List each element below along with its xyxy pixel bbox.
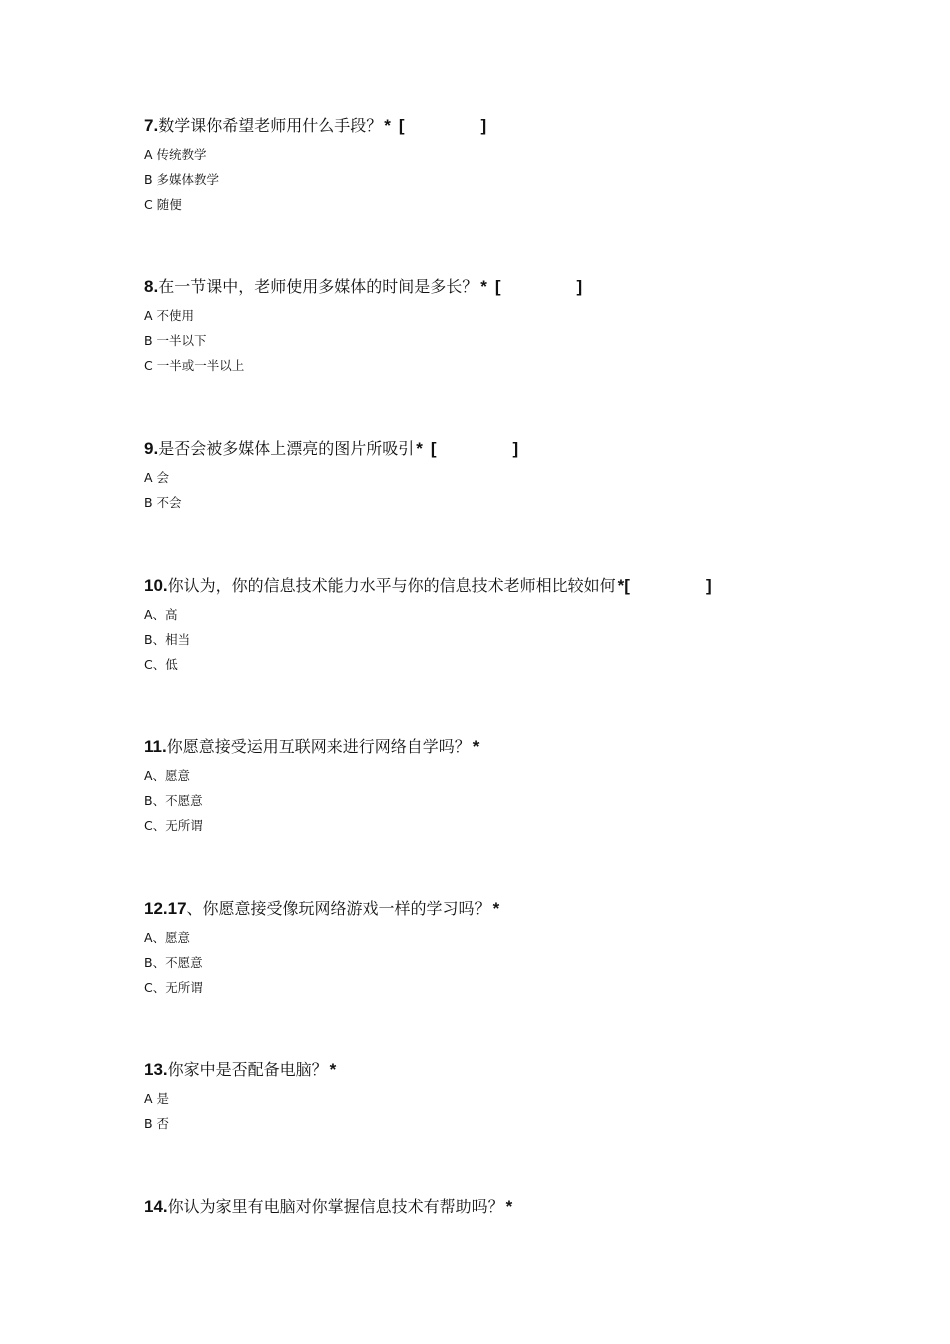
option-item: B 多媒体教学 [144, 172, 220, 187]
option-list [144, 465, 844, 515]
option-list [144, 303, 844, 378]
option-item: C、低 [144, 657, 178, 672]
question-7 [144, 114, 844, 217]
answer-bracket-close: ] [705, 576, 712, 595]
question-title [144, 1058, 844, 1082]
question-title [144, 437, 844, 461]
required-marker: * [492, 899, 500, 918]
required-marker: * [416, 439, 423, 458]
question-text: 你愿意接受运用互联网来进行网络自学吗？ [166, 737, 471, 756]
question-number: 11. [144, 737, 167, 756]
option-item: B、不愿意 [144, 793, 203, 808]
question-number: 10. [144, 576, 168, 595]
question-title [144, 275, 844, 299]
option-item: C、无所谓 [144, 980, 203, 995]
question-title [144, 735, 844, 759]
question-text: 是否会被多媒体上漂亮的图片所吸引 [158, 439, 415, 458]
answer-bracket-open: [ [624, 576, 630, 595]
question-12 [144, 897, 844, 1000]
option-item: B、相当 [144, 632, 191, 647]
question-title [144, 897, 844, 921]
option-list [144, 925, 844, 1000]
answer-bracket-open: [ [398, 116, 405, 135]
question-number: 13. [144, 1060, 168, 1079]
question-title [144, 574, 844, 598]
required-marker: * [472, 737, 480, 756]
question-text: 、你愿意接受像玩网络游戏一样的学习吗？ [186, 899, 491, 918]
question-text: 你认为，你的信息技术能力水平与你的信息技术老师相比较如何 [167, 576, 616, 595]
required-marker: * [480, 277, 487, 296]
question-9 [144, 437, 844, 515]
answer-bracket-close: ] [512, 439, 519, 458]
question-text: 在一节课中，老师使用多媒体的时间是多长？ [158, 277, 479, 296]
option-item: A、愿意 [144, 768, 191, 783]
option-item: C 随便 [144, 197, 182, 212]
question-11 [144, 735, 844, 838]
required-marker: * [617, 576, 625, 595]
question-text: 你家中是否配备电脑？ [167, 1060, 328, 1079]
question-10 [144, 574, 844, 677]
option-item: A、愿意 [144, 930, 191, 945]
option-item: B 否 [144, 1116, 170, 1131]
option-item: C 一半或一半以上 [144, 358, 245, 373]
answer-bracket-open: [ [494, 277, 501, 296]
answer-bracket-open: [ [430, 439, 437, 458]
option-list [144, 1086, 844, 1136]
option-list [144, 142, 844, 217]
option-item: A、高 [144, 607, 178, 622]
question-14 [144, 1195, 844, 1219]
question-text: 你认为家里有电脑对你掌握信息技术有帮助吗？ [167, 1197, 504, 1216]
option-list [144, 763, 844, 838]
required-marker: * [329, 1060, 337, 1079]
question-13 [144, 1058, 844, 1136]
answer-bracket-close: ] [480, 116, 487, 135]
question-number: 8. [144, 277, 159, 296]
option-item: B 一半以下 [144, 333, 207, 348]
question-8 [144, 275, 844, 378]
question-title [144, 1195, 844, 1219]
option-item: C、无所谓 [144, 818, 203, 833]
option-item: A 不使用 [144, 308, 195, 323]
question-number: 12.17 [144, 899, 187, 918]
question-number: 9. [144, 439, 159, 458]
option-list [144, 602, 844, 677]
option-item: B 不会 [144, 495, 182, 510]
question-number: 7. [144, 116, 159, 135]
option-item: A 是 [144, 1091, 170, 1106]
question-text: 数学课你希望老师用什么手段？ [158, 116, 383, 135]
option-item: A 传统教学 [144, 147, 207, 162]
required-marker: * [384, 116, 391, 135]
required-marker: * [505, 1197, 513, 1216]
option-item: A 会 [144, 470, 170, 485]
option-item: B、不愿意 [144, 955, 203, 970]
question-title [144, 114, 844, 138]
answer-bracket-close: ] [576, 277, 583, 296]
question-number: 14. [144, 1197, 168, 1216]
